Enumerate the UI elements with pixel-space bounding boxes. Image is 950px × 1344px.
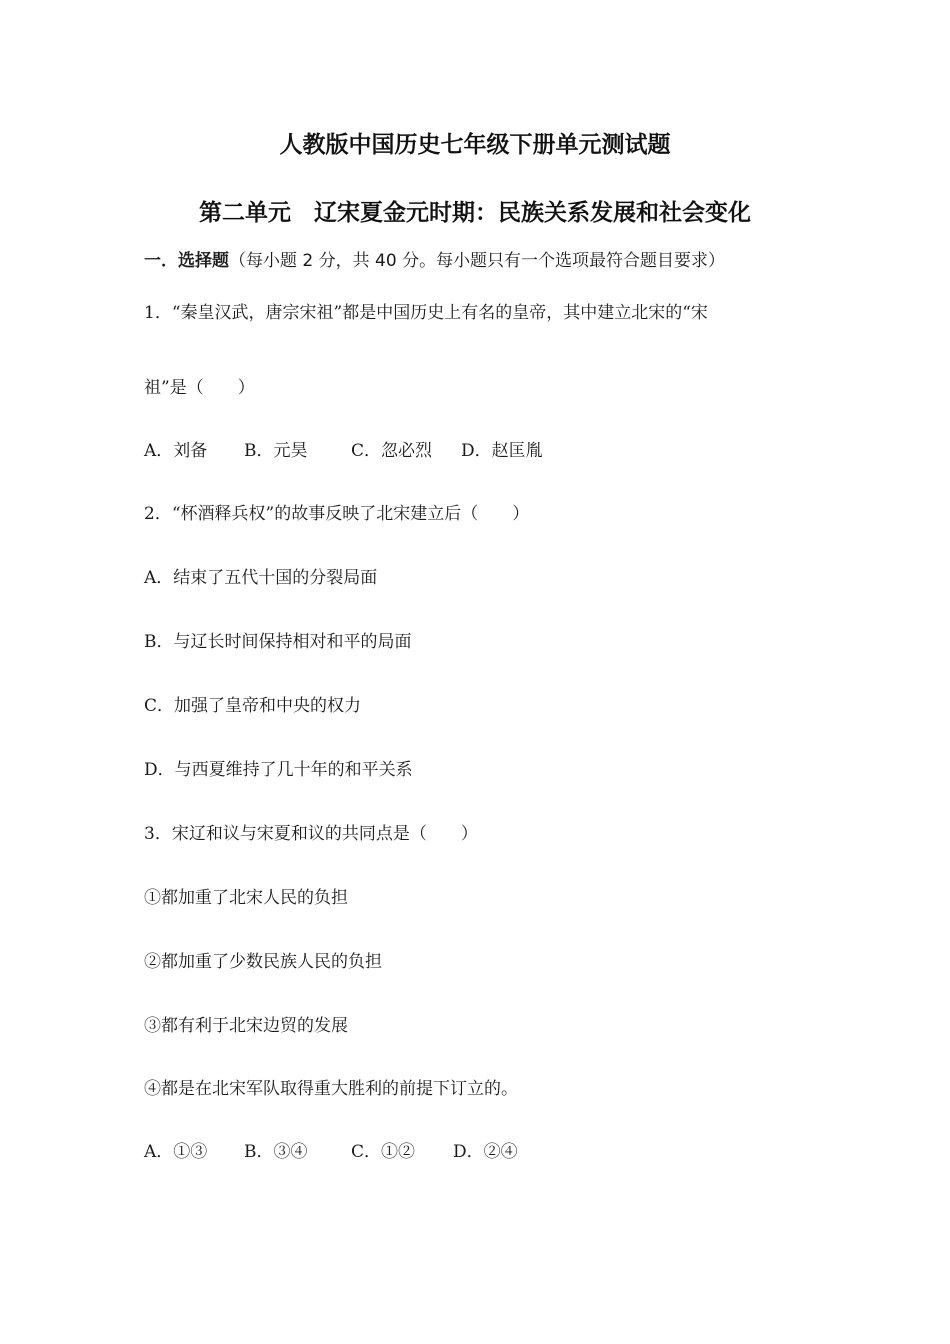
- section-label: 一．选择题: [144, 251, 229, 271]
- page-title: 人教版中国历史七年级下册单元测试题: [279, 132, 671, 158]
- question-3-options: [144, 1137, 518, 1162]
- question-1-options: [144, 436, 543, 461]
- question-3-statement-1: ①都加重了北宋人民的负担: [144, 888, 348, 908]
- question-3-option-d: D．②④: [453, 1142, 518, 1162]
- question-1-option-a: A．刘备: [144, 441, 208, 461]
- question-3-option-c: C．①②: [351, 1142, 416, 1162]
- question-3-statement-3: ③都有利于北宋边贸的发展: [144, 1016, 348, 1036]
- section-rule: （每小题 2 分，共 40 分。每小题只有一个选项最符合题目要求）: [229, 251, 726, 271]
- question-3-statement-4: ④都是在北宋军队取得重大胜利的前提下订立的。: [144, 1079, 518, 1099]
- question-2-option-d: D．与西夏维持了几十年的和平关系: [144, 760, 413, 780]
- question-1-option-c: C．忽必烈: [351, 441, 433, 461]
- question-3-stem: 3．宋辽和议与宋夏和议的共同点是（ ）: [144, 824, 478, 844]
- question-3-option-a: A．①③: [144, 1142, 208, 1162]
- question-1-option-d: D．赵匡胤: [461, 441, 543, 461]
- question-2-option-a: A．结束了五代十国的分裂局面: [144, 568, 378, 588]
- section-heading: [144, 246, 725, 271]
- question-2-option-c: C．加强了皇帝和中央的权力: [144, 696, 362, 716]
- question-2-stem: 2．“杯酒释兵权”的故事反映了北宋建立后（ ）: [144, 504, 530, 524]
- question-1-stem-line2: 祖”是（ ）: [144, 378, 255, 398]
- question-3-option-b: B．③④: [244, 1142, 308, 1162]
- question-2-option-b: B．与辽长时间保持相对和平的局面: [144, 632, 412, 652]
- question-1-option-b: B．元昊: [244, 441, 308, 461]
- unit-subtitle: 第二单元 辽宋夏金元时期：民族关系发展和社会变化: [199, 200, 751, 226]
- question-3-statement-2: ②都加重了少数民族人民的负担: [144, 952, 382, 972]
- question-1-stem-line1: 1．“秦皇汉武，唐宗宋祖”都是中国历史上有名的皇帝，其中建立北宋的“宋: [144, 303, 708, 323]
